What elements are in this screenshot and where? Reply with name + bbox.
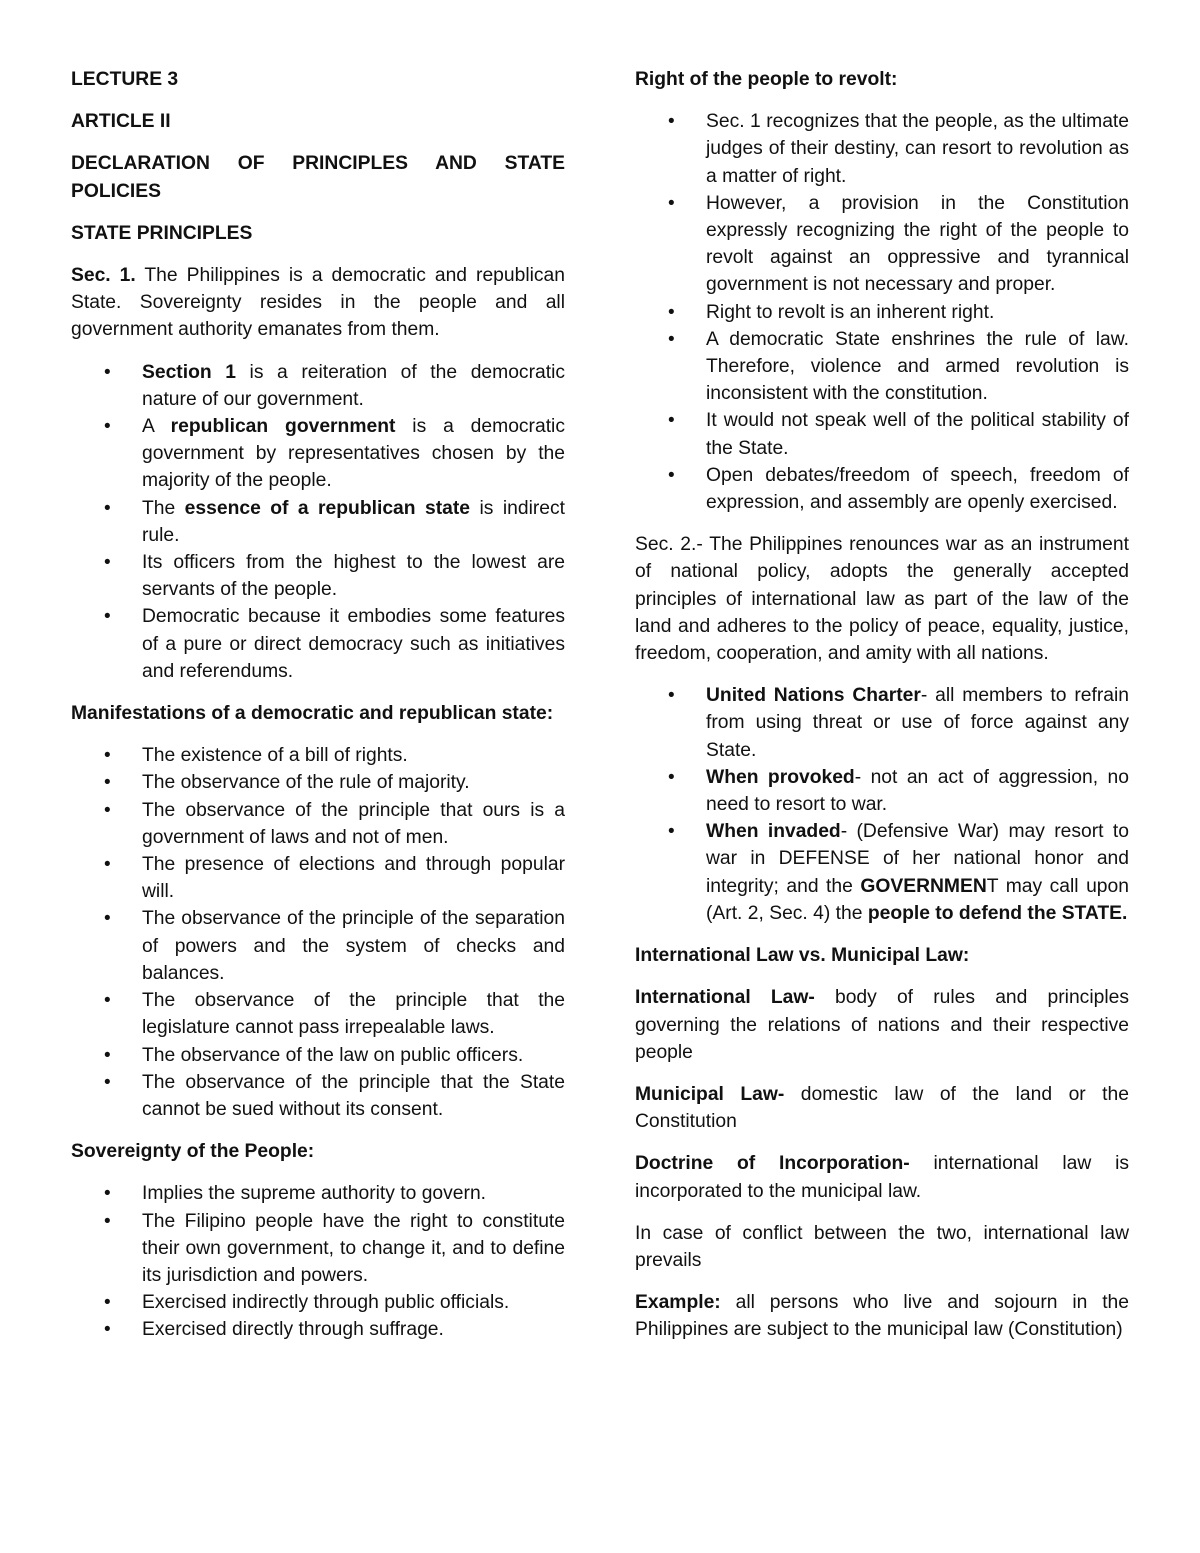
bold-term: republican government [170,416,396,438]
bold-term: essence of a republican state [184,497,471,519]
item-text: is a reiteration of the democratic nature of our government. [142,361,565,410]
list-item: • Its officers from the highest to the lowest are servants of the people. [71,549,565,603]
list-item [71,413,565,495]
bold-term: When provoked [706,766,855,788]
lecture-title: LECTURE 3 [71,69,179,90]
item-text: The [142,497,185,519]
sovereignty-heading: Sovereignty of the People: [71,1141,315,1163]
list-item: • Implies the supreme authority to govern. [71,1180,565,1207]
international-law-paragraph [635,984,1129,1066]
war-list [635,682,1129,927]
state-principles-heading: STATE PRINCIPLES [71,222,253,244]
list-item: • The observance of the principle that the State cannot be sued without its consent. [71,1069,565,1123]
sec1-bullet-list [71,359,565,685]
list-item: • Democratic because it embodies some features of a pure or direct democracy such as initiatives and referendums. [71,603,565,685]
revolt-list [635,108,1129,516]
list-item [635,764,1129,818]
list-item: • The observance of the law on public officers. [71,1042,565,1069]
sovereignty-list [71,1180,565,1343]
revolt-heading: Right of the people to revolt: [635,69,898,90]
bold-term: United Nations Charter [706,685,921,707]
list-item: • It would not speak well of the political stability of the State. [635,407,1129,461]
bold-term: Example: [635,1292,721,1314]
sec1-text: The Philippines is a democratic and republican State. Sovereignty resides in the people and all government authority emanates from them. [71,265,565,341]
article-title: ARTICLE II [71,111,171,133]
list-item [71,359,565,413]
sec1-paragraph [71,262,565,344]
list-item: • Exercised directly through suffrage. [71,1316,565,1343]
sec2-paragraph: Sec. 2.- The Philippines renounces war as an instrument of national policy, adopts the generally accepted principles of international law as part of the law of the land and adheres to the policy of peace, equality, justice, freedom, cooperation, and amity with all nations. [635,534,1129,665]
list-item: • However, a provision in the Constitution expressly recognizing the right of the people to revolt against an oppressive and tyrannical government is not necessary and proper. [635,190,1129,299]
item-text: international law is incorporated to the municipal law. [635,1153,1129,1202]
manifestations-list [71,742,565,1123]
bold-term: International Law- [635,987,815,1009]
bold-term: Municipal Law- [635,1083,785,1105]
list-item [71,495,565,549]
list-item: • A democratic State enshrines the rule of law. Therefore, violence and armed revolution is inconsistent with the constitution. [635,326,1129,408]
list-item: • Exercised indirectly through public officials. [71,1289,565,1316]
example-paragraph [635,1289,1129,1343]
list-item: • The observance of the principle that ours is a government of laws and not of men. [71,797,565,851]
manifestations-heading: Manifestations of a democratic and republican state: [71,703,554,725]
right-column [635,66,1129,1359]
intl-vs-municipal-heading: International Law vs. Municipal Law: [635,945,970,967]
list-item: • Sec. 1 recognizes that the people, as the ultimate judges of their destiny, can resort to revolution as a matter of right. [635,108,1129,190]
item-text: all persons who live and sojourn in the Philippines are subject to the municipal law (Constitution) [635,1292,1129,1341]
item-text: - all members to refrain from using threat or use of force against any State. [706,685,1129,761]
bold-term: GOVERNMEN [860,875,987,897]
item-text: is indirect rule. [142,497,565,546]
list-item: • The presence of elections and through popular will. [71,851,565,905]
list-item: • The observance of the principle of the separation of powers and the system of checks and balances. [71,905,565,987]
bold-term: people to defend the STATE. [867,902,1128,924]
item-text: is a democratic government by representatives chosen by the majority of the people. [142,416,565,492]
left-column [71,66,565,1359]
sec1-label: Sec. 1. [71,265,136,287]
item-text: body of rules and principles governing the relations of nations and their respective people [635,987,1129,1063]
doctrine-paragraph [635,1150,1129,1204]
bold-term: Section 1 [142,361,236,383]
list-item: • The observance of the rule of majority. [71,769,565,796]
item-text: A [142,416,171,438]
item-text: T may call upon (Art. 2, Sec. 4) the [706,875,1129,924]
list-item [635,682,1129,764]
declaration-title: DECLARATION OF PRINCIPLES AND STATE POLICIES [71,153,565,202]
list-item: • The existence of a bill of rights. [71,742,565,769]
bold-term: Doctrine of Incorporation- [635,1153,910,1175]
item-text: - (Defensive War) may resort to war in DEFENSE of her national honor and integrity; and the [706,821,1129,897]
list-item: • The observance of the principle that the legislature cannot pass irrepealable laws. [71,987,565,1041]
municipal-law-paragraph [635,1081,1129,1135]
conflict-paragraph: In case of conflict between the two, international law prevails [635,1222,1129,1271]
list-item: • Right to revolt is an inherent right. [635,299,1129,326]
item-text: domestic law of the land or the Constitution [635,1083,1129,1133]
bold-term: When invaded [706,821,841,843]
item-text: - not an act of aggression, no need to resort to war. [706,766,1129,816]
list-item [635,818,1129,927]
list-item: • The Filipino people have the right to constitute their own government, to change it, and to define its jurisdiction and powers. [71,1208,565,1290]
list-item: • Open debates/freedom of speech, freedom of expression, and assembly are openly exercised. [635,462,1129,516]
